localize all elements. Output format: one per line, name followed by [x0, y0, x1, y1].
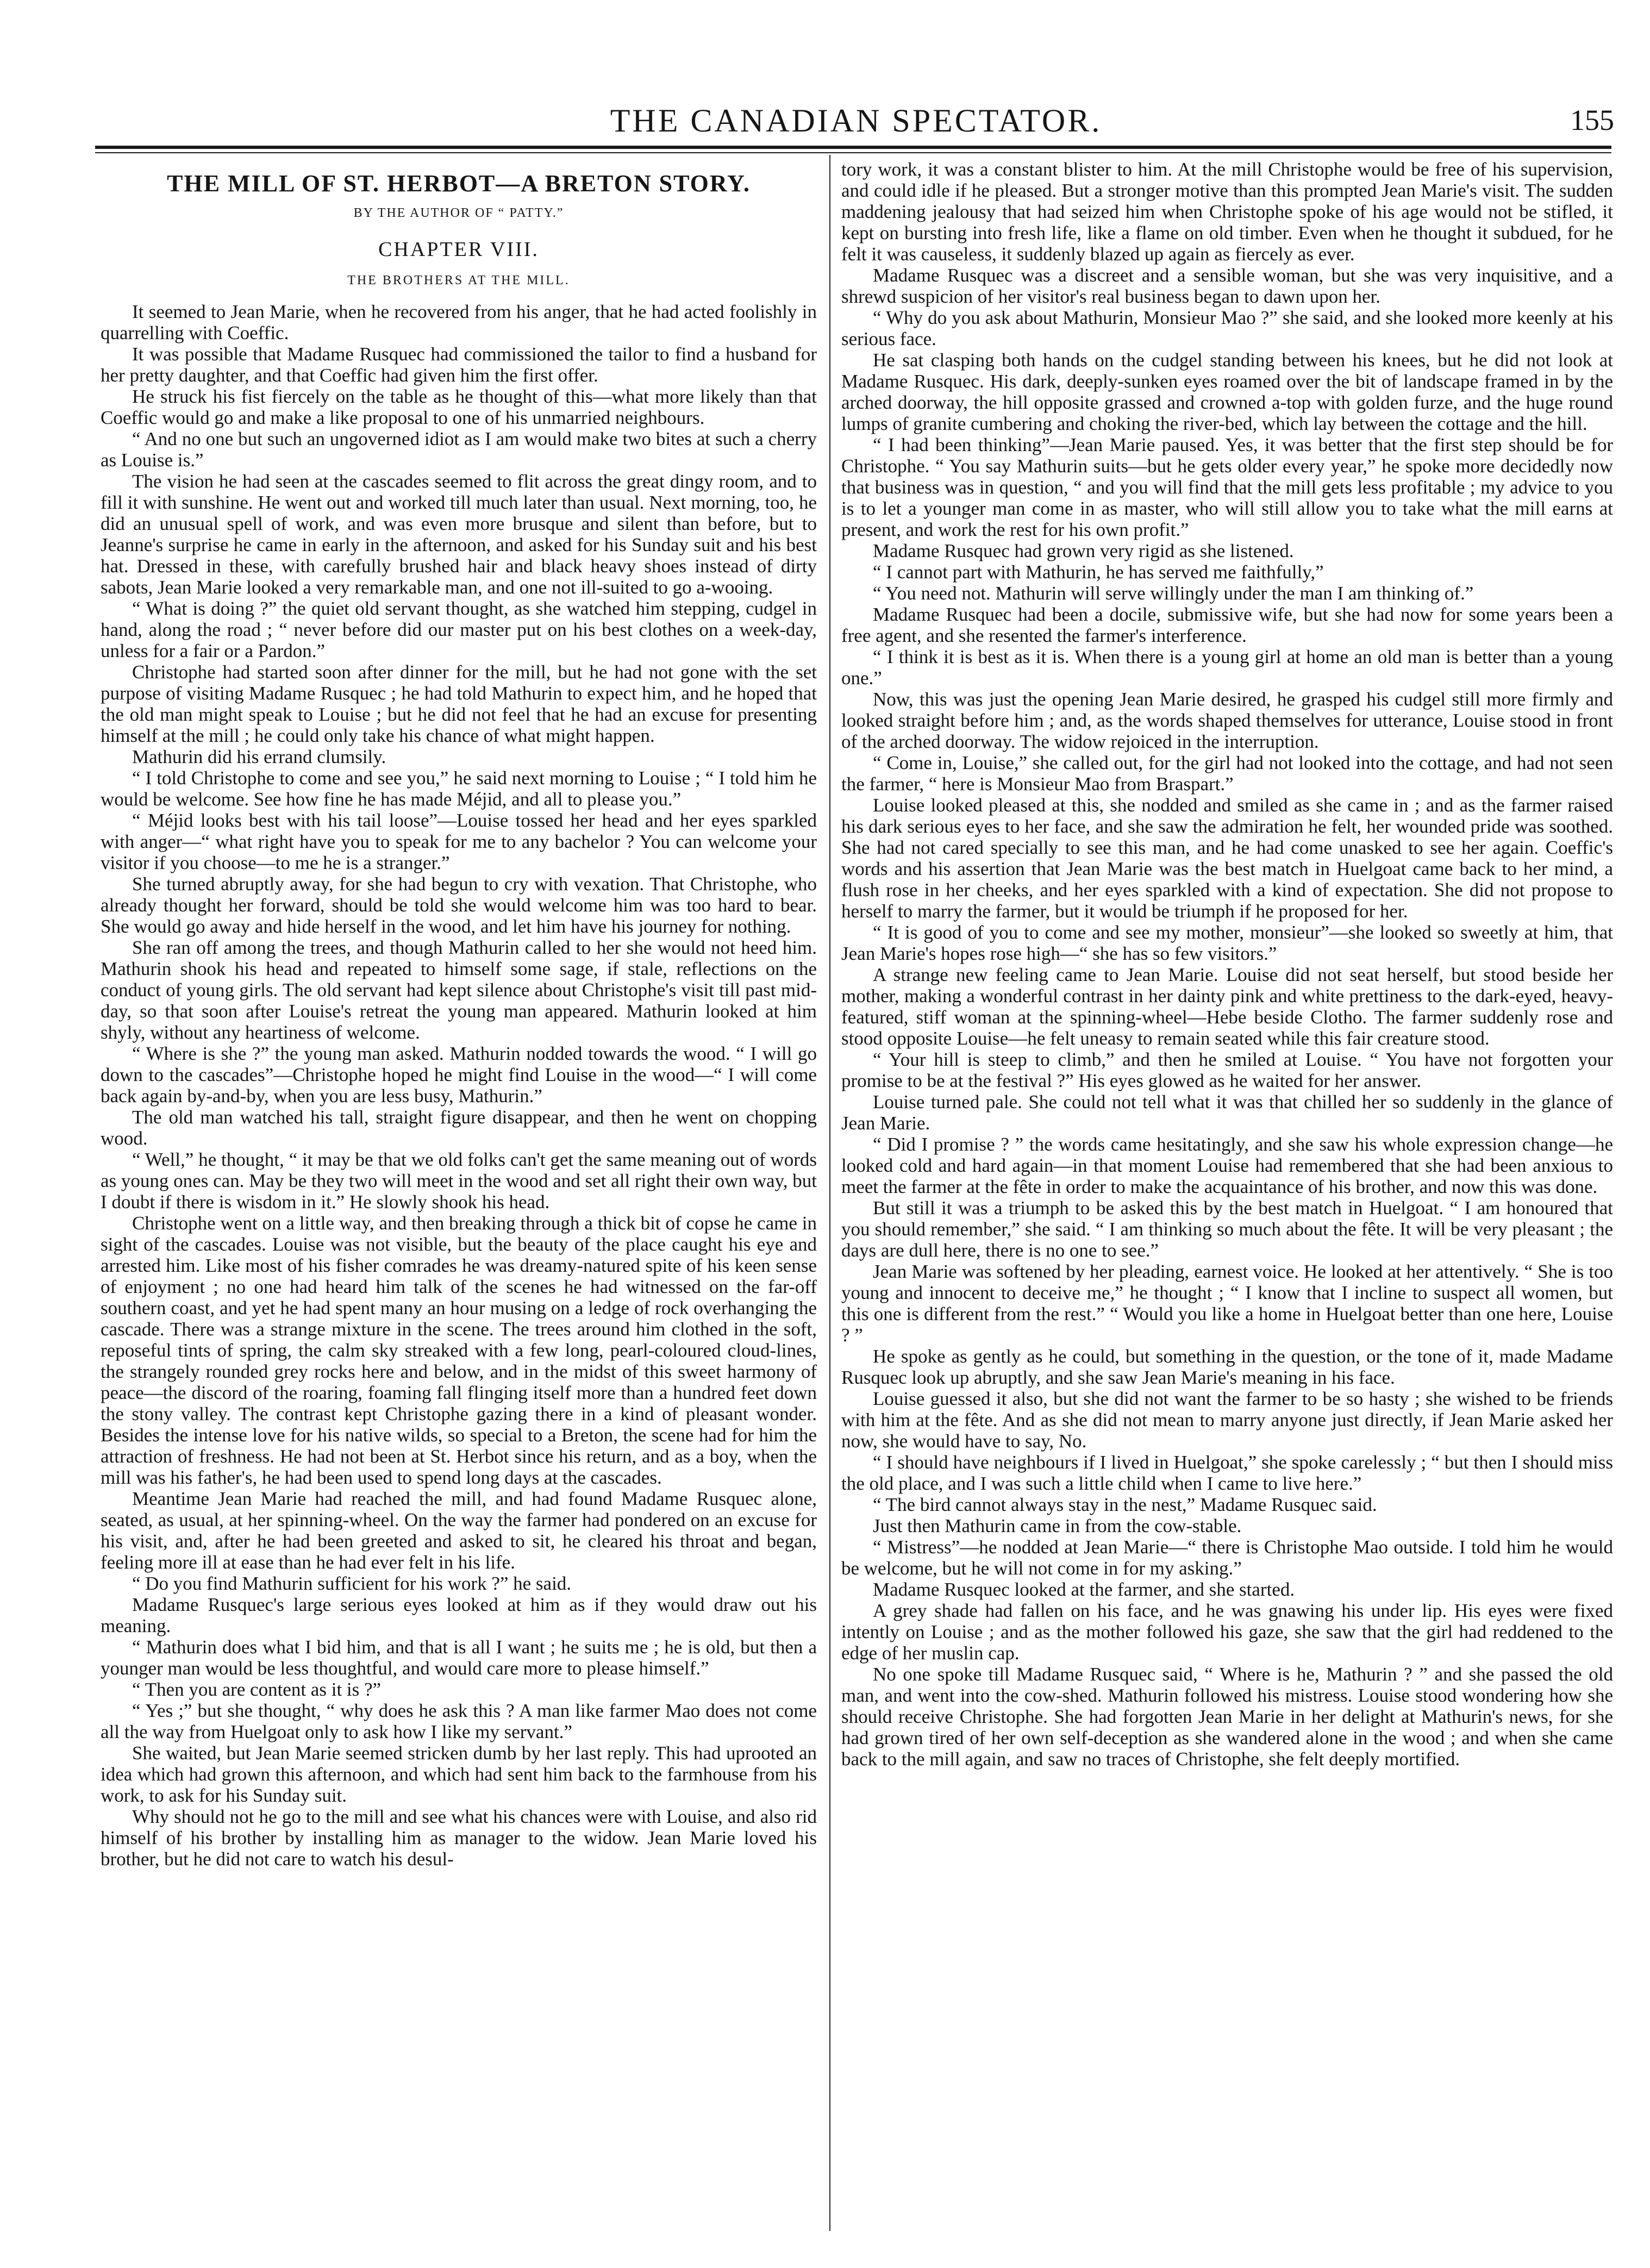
paragraph: “ Méjid looks best with his tail loose”—Louise tossed her head and her eyes sparkled with anger—“ what right have you to speak for me to any bachelor ? You can welcome your visitor if you choose—to me he is a stranger.”	[101, 810, 817, 873]
paragraph: Christophe had started soon after dinner for the mill, but he had not gone with the set purpose of visiting Madame Rusquec ; he had told Mathurin to expect him, and he hoped that the old man might speak to Louise ; but he did not feel that he had an excuse for presenting himself at the mill ; he could only take his chance of what might happen.	[101, 661, 817, 746]
paragraph: No one spoke till Madame Rusquec said, “ Where is he, Mathurin ? ” and she passed the old man, and went into the cow-shed. Mathurin followed his mistress. Louise stood wondering how she should receive Christophe. She had forgotten Jean Marie in her delight at Mathurin's news, for she had grown tired of her own self-deception as she wandered alone in the wood ; and when she came back to the mill again, and saw no traces of Christophe, she felt deeply mortified.	[841, 1664, 1613, 1770]
paragraph: She turned abruptly away, for she had begun to cry with vexation. That Christophe, who already thought her forward, should be told she would welcome him was too hard to bear. She would go away and hide herself in the wood, and let him have his journey for nothing.	[101, 873, 817, 937]
paragraph: “ I had been thinking”—Jean Marie paused. Yes, it was better that the first step should be for Christophe. “ You say Mathurin suits—but he gets older every year,” he spoke more decidedly now that business was in question, “ and you will find that the mill gets less profitable ; my advice to you is to let a younger man come in as master, who will still allow you to take what the mill earns at present, and work the rest for his own profit.”	[841, 434, 1613, 540]
paragraph: “ It is good of you to come and see my mother, monsieur”—she looked so sweetly at him, that Jean Marie's hopes rose high—“ she has so few visitors.”	[841, 922, 1613, 964]
paragraph: “ Then you are content as it is ?”	[132, 1679, 382, 1700]
paragraph: “ Mistress”—he nodded at Jean Marie—“ there is Christophe Mao outside. I told him he would be welcome, but he will not come in for my asking.”	[841, 1536, 1613, 1579]
paragraph: Why should not he go to the mill and see what his chances were with Louise, and also rid himself of his brother by installing him as manager to the widow. Jean Marie loved his brother, but he did not care to watch his desul-	[101, 1806, 817, 1870]
story-title: THE MILL OF ST. HERBOT—A BRETON STORY.	[167, 170, 751, 197]
story-byline: BY THE AUTHOR OF “ PATTY.”	[353, 206, 564, 220]
header-rule-thin	[95, 152, 1611, 153]
paragraph: “ Why do you ask about Mathurin, Monsieur Mao ?” she said, and she looked more keenly at his serious face.	[841, 307, 1613, 349]
paragraph: Mathurin did his errand clumsily.	[132, 746, 386, 767]
paragraph: “ Mathurin does what I bid him, and that is all I want ; he suits me ; he is old, but then a younger man would be less thoughtful, and would care more to please himself.”	[101, 1636, 817, 1679]
chapter-subtitle: THE BROTHERS AT THE MILL.	[347, 273, 570, 288]
paragraph: “ The bird cannot always stay in the nest,” Madame Rusquec said.	[873, 1494, 1377, 1515]
paragraph: “ Your hill is steep to climb,” and then he smiled at Louise. “ You have not forgotten your promise to be at the festival ?” His eyes glowed as he waited for her answer.	[841, 1049, 1613, 1091]
paragraph: “ Come in, Louise,” she called out, for the girl had not looked into the cottage, and had not seen the farmer, “ here is Monsieur Mao from Braspart.”	[841, 752, 1613, 795]
paragraph: “ And no one but such an ungoverned idiot as I am would make two bites at such a cherry as Louise is.”	[101, 428, 817, 471]
paragraph: Louise turned pale. She could not tell what it was that chilled her so suddenly in the glance of Jean Marie.	[841, 1091, 1613, 1134]
paragraph: Now, this was just the opening Jean Marie desired, he grasped his cudgel still more firmly and looked straight before him ; and, as the words shaped themselves for utterance, Louise stood in front of the arched doorway. The widow rejoiced in the interruption.	[841, 689, 1613, 752]
page-number: 155	[1570, 104, 1614, 136]
paragraph: Jean Marie was softened by her pleading, earnest voice. He looked at her attentively. “ She is too young and innocent to deceive me,” he thought ; “ I know that I incline to suspect all women, but this one is different from the rest.” “ Would you like a home in Huelgoat better than one here, Louise ? ”	[841, 1261, 1613, 1346]
paragraph: Louise looked pleased at this, she nodded and smiled as she came in ; and as the farmer raised his dark serious eyes to her face, and she saw the admiration he felt, her wounded pride was soothed. She had not cared specially to see this man, and he had come unasked to see her again. Coeffic's words and his assertion that Jean Marie was the best match in Huelgoat came back to her mind, a flush rose in her cheeks, and her eyes sparkled with a kind of expectation. She did not propose to herself to marry the farmer, but it would be triumph if he proposed for her.	[841, 795, 1613, 922]
paragraph: “ Yes ;” but she thought, “ why does he ask this ? A man like farmer Mao does not come all the way from Huelgoat only to ask how I like my servant.”	[101, 1700, 817, 1742]
paragraph: She waited, but Jean Marie seemed stricken dumb by her last reply. This had uprooted an idea which had grown this afternoon, and which had sent him back to the farmhouse from his work, to ask for his Sunday suit.	[101, 1742, 817, 1806]
paragraph: Madame Rusquec looked at the farmer, and she started.	[873, 1579, 1295, 1600]
paragraph: But still it was a triumph to be asked this by the best match in Huelgoat. “ I am honoured that you should remember,” she said. “ I am thinking so much about the fête. It will be very pleasant ; the days are dull here, there is no one to see.”	[841, 1197, 1613, 1261]
paragraph: She ran off among the trees, and though Mathurin called to her she would not heed him. Mathurin shook his head and repeated to himself some sage, if stale, reflections on the conduct of young girls. The old servant had kept silence about Christophe's visit till past mid-day, so that soon after Louise's retreat the young man appeared. Mathurin looked at him shyly, without any heartiness of welcome.	[101, 937, 817, 1043]
paragraph: The old man watched his tall, straight figure disappear, and then he went on chopping wood.	[101, 1107, 817, 1149]
publication-title: THE CANADIAN SPECTATOR.	[610, 103, 1102, 139]
paragraph: It was possible that Madame Rusquec had commissioned the tailor to find a husband for her pretty daughter, and that Coeffic had given him the first offer.	[101, 343, 817, 386]
right-column	[841, 159, 1613, 2229]
paragraph: “ I think it is best as it is. When there is a young girl at home an old man is better than a young one.”	[841, 646, 1613, 689]
paragraph: He struck his fist fiercely on the table as he thought of this—what more likely than that Coeffic would go and make a like proposal to one of his unmarried neighbours.	[101, 386, 817, 428]
paragraph: Madame Rusquec's large serious eyes looked at him as if they would draw out his meaning.	[101, 1594, 817, 1636]
paragraph: The vision he had seen at the cascades seemed to flit across the great dingy room, and to fill it with sunshine. He went out and worked till much later than usual. Next morning, too, he did an unusual spell of work, and was even more brusque and silent than before, but to Jeanne's surprise he came in early in the afternoon, and asked for his Sunday suit and his best hat. Dressed in these, with carefully brushed hair and black heavy shoes instead of dirty sabots, Jean Marie looked a very remarkable man, and one not ill-suited to go a-wooing.	[101, 471, 817, 598]
chapter-heading: CHAPTER VIII.	[378, 238, 539, 261]
paragraph: He sat clasping both hands on the cudgel standing between his knees, but he did not look at Madame Rusquec. His dark, deeply-sunken eyes roamed over the bit of landscape framed in by the arched doorway, the hill opposite grassed and crowned a-top with golden furze, and the huge round lumps of granite cumbering and choking the river-bed, which lay between the cottage and the hill.	[841, 349, 1613, 434]
paragraph: Meantime Jean Marie had reached the mill, and had found Madame Rusquec alone, seated, as usual, at her spinning-wheel. On the way the farmer had pondered on an excuse for his visit, and, after he had been greeted and asked to sit, he cleared his throat and began, feeling more ill at ease than he had ever felt in his life.	[101, 1488, 817, 1573]
header-rule-thick	[95, 146, 1611, 149]
paragraph: He spoke as gently as he could, but something in the question, or the tone of it, made Madame Rusquec look up abruptly, and she saw Jean Marie's meaning in his face.	[841, 1346, 1613, 1388]
masthead	[98, 102, 1614, 140]
paragraph: “ Where is she ?” the young man asked. Mathurin nodded towards the wood. “ I will go down to the cascades”—Christophe hoped he might find Louise in the wood—“ I will come back again by-and-by, when you are less busy, Mathurin.”	[101, 1043, 817, 1107]
paragraph: “ Do you find Mathurin sufficient for his work ?” he said.	[132, 1573, 572, 1594]
paragraph: “ Well,” he thought, “ it may be that we old folks can't get the same meaning out of words as young ones can. May be they two will meet in the wood and set all right their own way, but I doubt if there is wisdom in it.” He slowly shook his head.	[101, 1149, 817, 1213]
paragraph: tory work, it was a constant blister to him. At the mill Christophe would be free of his supervision, and could idle if he pleased. But a stronger motive than this prompted Jean Marie's visit. The sudden maddening jealousy that had seized him when Christophe spoke of his age would not be stifled, it kept on bursting into fresh life, like a flame on old timber. Even when he thought it subdued, for he felt it was causeless, it suddenly blazed up again as fiercely as ever.	[841, 159, 1613, 265]
paragraph: Christophe went on a little way, and then breaking through a thick bit of copse he came in sight of the cascades. Louise was not visible, but the beauty of the place caught his eye and arrested him. Like most of his fisher comrades he was dreamy-natured spite of his keen sense of enjoyment ; no one had heard him talk of the scenes he had witnessed on the far-off southern coast, and yet he had spent many an hour musing on a ledge of rock overhanging the cascade. There was a strange mixture in the scene. The trees around him clothed in the soft, reposeful tints of spring, the calm sky streaked with a few long, pearl-coloured cloud-lines, the strangely rounded grey rocks here and below, and in the midst of this sweet harmony of peace—the discord of the roaring, foaming fall flinging itself more than a hundred feet down the stony valley. The contrast kept Christophe gazing there in a kind of pleasant wonder. Besides the intense love for his native wilds, so special to a Breton, the scene had for him the attraction of freshness. He had not been at St. Herbot since his return, and as a boy, when the mill was his father's, he had been used to spend long days at the cascades.	[101, 1213, 817, 1488]
column-divider	[829, 155, 830, 2231]
paragraph: A grey shade had fallen on his face, and he was gnawing his under lip. His eyes were fixed intently on Louise ; and as the mother followed his gaze, she saw that the girl had reddened to the edge of her muslin cap.	[841, 1600, 1613, 1664]
paragraph: “ Did I promise ? ” the words came hesitatingly, and she saw his whole expression change—he looked cold and hard again—in that moment Louise had remembered that she had been anxious to meet the farmer at the fête in order to make the acquaintance of his brother, and now this was done.	[841, 1134, 1613, 1197]
paragraph: Just then Mathurin came in from the cow-stable.	[873, 1515, 1242, 1536]
paragraph: Louise guessed it also, but she did not want the farmer to be so hasty ; she wished to be friends with him at the fête. And as she did not mean to marry anyone just directly, if Jean Marie asked her now, she would have to say, No.	[841, 1388, 1613, 1452]
paragraph: “ I told Christophe to come and see you,” he said next morning to Louise ; “ I told him he would be welcome. See how fine he has made Méjid, and all to please you.”	[101, 767, 817, 810]
paragraph: Madame Rusquec was a discreet and a sensible woman, but she was very inquisitive, and a shrewd suspicion of her visitor's real business began to dawn upon her.	[841, 265, 1613, 307]
paragraph: “ I should have neighbours if I lived in Huelgoat,” she spoke carelessly ; “ but then I should miss the old place, and I was such a little child when I came to live here.”	[841, 1452, 1613, 1494]
paragraph: Madame Rusquec had been a docile, submissive wife, but she had now for some years been a free agent, and she resented the farmer's interference.	[841, 604, 1613, 646]
left-column	[101, 159, 817, 2229]
paragraph: Madame Rusquec had grown very rigid as she listened.	[873, 540, 1294, 561]
paragraph: It seemed to Jean Marie, when he recovered from his anger, that he had acted foolishly in quarrelling with Coeffic.	[101, 301, 817, 343]
paragraph: “ What is doing ?” the quiet old servant thought, as she watched him stepping, cudgel in hand, along the road ; “ never before did our master put on his best clothes on a week-day, unless for a fair or a Pardon.”	[101, 598, 817, 661]
paragraph: “ I cannot part with Mathurin, he has served me faithfully,”	[873, 561, 1324, 583]
paragraph: A strange new feeling came to Jean Marie. Louise did not seat herself, but stood beside her mother, making a wonderful contrast in her dainty pink and white prettiness to the dark-eyed, heavy-featured, stiff woman at the spinning-wheel—Hebe beside Clotho. The farmer suddenly rose and stood opposite Louise—he felt uneasy to remain seated while this fair creature stood.	[841, 964, 1613, 1049]
left-column-body	[101, 301, 817, 1870]
paragraph: “ You need not. Mathurin will serve willingly under the man I am thinking of.”	[873, 583, 1474, 604]
